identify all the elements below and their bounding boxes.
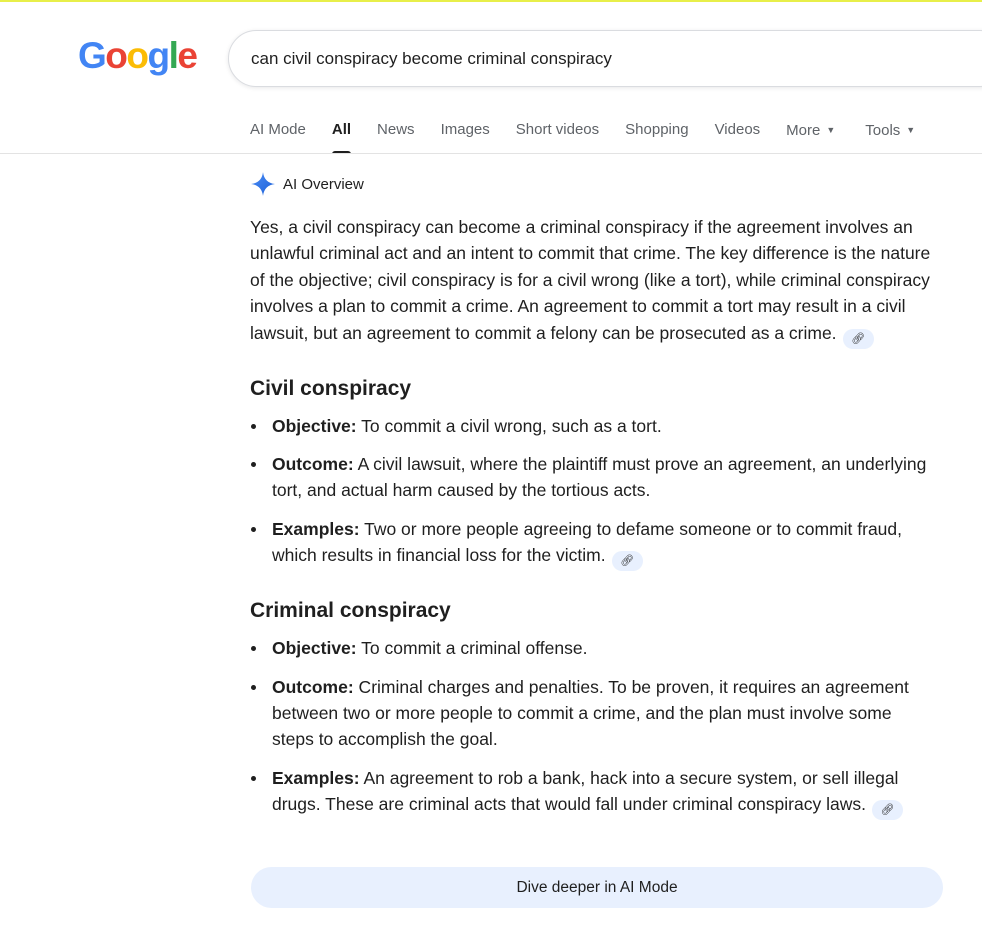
tab-short-videos[interactable] xyxy=(516,112,599,148)
logo-letter: G xyxy=(78,35,106,76)
item-term: Objective: xyxy=(272,415,357,436)
tab-videos[interactable] xyxy=(715,112,761,148)
item-term: Examples: xyxy=(272,767,360,788)
dive-deeper-button[interactable]: Dive deeper in AI Mode xyxy=(251,867,943,908)
tab-more[interactable] xyxy=(786,112,835,148)
intro-paragraph xyxy=(250,214,935,349)
item-term: Objective: xyxy=(272,638,357,659)
tab-label: All xyxy=(331,121,352,138)
ai-overview-header xyxy=(250,169,364,199)
item-term: Outcome: xyxy=(272,676,354,697)
item-text: To commit a civil wrong, such as a tort. xyxy=(356,415,662,436)
section-heading-civil: Civil conspiracy xyxy=(250,376,412,400)
ai-overview-label: AI Overview xyxy=(283,175,364,193)
item-text: An agreement to rob a bank, hack into a secure system, or sell illegal drugs. These are criminal acts that would fall under criminal conspiracy laws. xyxy=(272,767,899,815)
search-input[interactable] xyxy=(251,31,951,86)
item-text: To commit a criminal offense. xyxy=(356,638,588,659)
intro-text: Yes, a civil conspiracy can become a criminal conspiracy if the agreement involves an unlawful criminal act and an intent to commit that crime. The key difference is the nature of the objective; civil conspiracy is for a civil wrong (like a tort), while criminal conspiracy involves a plan to commit a crime. An agreement to commit a tort may result in a civil lawsuit, but an agreement to commit a felony can be prosecuted as a crime. xyxy=(250,217,931,343)
tab-label: Short videos xyxy=(515,121,600,138)
tab-shopping[interactable] xyxy=(625,112,688,148)
logo-letter: g xyxy=(147,35,169,76)
tab-ai-mode[interactable] xyxy=(250,112,306,148)
criminal-list xyxy=(250,635,935,820)
tab-label: AI Mode xyxy=(250,121,306,138)
civil-list xyxy=(250,413,935,572)
link-icon[interactable]: 🔗︎ xyxy=(843,329,874,349)
ai-overview-content xyxy=(250,214,935,832)
tab-tools[interactable] xyxy=(865,112,915,148)
list-item xyxy=(250,413,935,439)
list-item xyxy=(250,451,935,504)
logo-letter: e xyxy=(177,35,197,76)
tab-all[interactable] xyxy=(332,112,351,148)
search-box[interactable] xyxy=(228,30,982,87)
item-text: A civil lawsuit, where the plaintiff must prove an agreement, an underlying tort, and actual harm caused by the tortious acts. xyxy=(272,454,927,501)
top-accent-line xyxy=(0,0,982,2)
caret-down-icon: ▼ xyxy=(906,125,916,135)
tab-label: Images xyxy=(440,121,490,138)
tabs-divider xyxy=(0,153,982,154)
link-icon[interactable]: 🔗︎ xyxy=(612,551,643,571)
list-item xyxy=(250,635,935,661)
item-term: Outcome: xyxy=(272,454,354,475)
logo-letter: l xyxy=(168,35,178,76)
tab-label: News xyxy=(377,121,415,138)
tab-news[interactable] xyxy=(377,112,415,148)
tab-label: Tools xyxy=(865,122,901,139)
item-text: Criminal charges and penalties. To be proven, it requires an agreement between two or more people to commit a crime, and the plan must involve some steps to accomplish the goal. xyxy=(272,676,909,750)
section-heading-criminal: Criminal conspiracy xyxy=(250,599,451,623)
caret-down-icon: ▼ xyxy=(826,125,836,135)
search-tabs xyxy=(250,112,941,154)
tab-label: Videos xyxy=(714,121,761,138)
item-text: Two or more people agreeing to defame someone or to commit fraud, which results in financial loss for the victim. xyxy=(272,518,903,566)
tab-label: More xyxy=(786,122,821,139)
logo-letter: o xyxy=(105,35,127,76)
tab-images[interactable] xyxy=(441,112,490,148)
gemini-sparkle-icon xyxy=(250,171,276,197)
list-item xyxy=(250,674,935,753)
link-icon[interactable]: 🔗︎ xyxy=(872,800,903,820)
tab-label: Shopping xyxy=(625,121,689,138)
list-item xyxy=(250,765,935,820)
logo-letter: o xyxy=(126,35,148,76)
google-logo[interactable] xyxy=(78,36,196,76)
list-item xyxy=(250,516,935,571)
item-term: Examples: xyxy=(272,518,360,539)
